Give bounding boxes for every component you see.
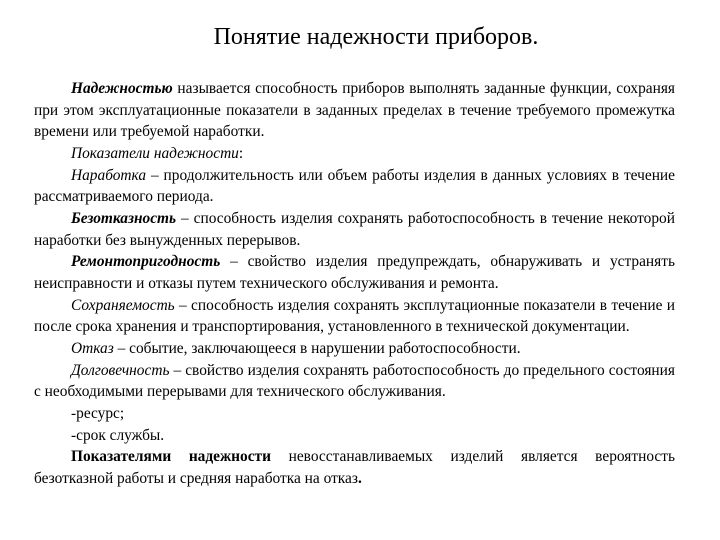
definition-failure-free: – способность изделия сохранять работоспособность в течение некоторой наработки без вынужденных перерывов. bbox=[34, 209, 675, 249]
paragraph-operating-time bbox=[34, 165, 675, 208]
paragraph-storability bbox=[34, 295, 675, 338]
definition-durability: – свойство изделия сохранять работоспособность до предельного состояния с необходимыми перерывами для технического обслуживания. bbox=[34, 361, 675, 401]
page-title-dot: . bbox=[532, 24, 539, 50]
definition-maintainability: – свойство изделия предупреждать, обнаруживать и устранять неисправности и отказы путем технического обслуживания и ремонта. bbox=[34, 253, 675, 292]
document-body bbox=[34, 78, 675, 489]
definition-storability: – способность изделия сохранять эксплутационные показатели в течение и после срока хранения и транспортирования, установленного в технической документации. bbox=[34, 296, 675, 336]
term-maintainability: Ремонтопригодность bbox=[71, 253, 221, 271]
page-title bbox=[0, 20, 720, 54]
term-durability: Долговечность bbox=[71, 361, 170, 379]
term-storability: Сохраняемость bbox=[71, 296, 175, 314]
paragraph-maintainability bbox=[34, 251, 675, 294]
definition-operating-time: – продолжительность или объем работы изделия в данных условиях в течение рассматриваемого периода. bbox=[34, 166, 675, 206]
definition-failure: – событие, заключающееся в нарушении работоспособности. bbox=[113, 339, 521, 357]
list-item-resource: -ресурс; bbox=[71, 404, 125, 422]
paragraph-reliability bbox=[34, 78, 675, 143]
term-failure: Отказ bbox=[71, 339, 114, 357]
term-indicators-summary: Показателями надежности bbox=[71, 448, 271, 466]
paragraph-failure bbox=[34, 338, 675, 360]
definition-reliability: называется способность приборов выполнять заданные функции, сохраняя при этом эксплуатационные показатели в заданных пределах в течение требуемого промежутка времени или требуемой наработки. bbox=[34, 80, 675, 141]
paragraph-reliability-indicators bbox=[34, 143, 675, 165]
definition-indicators-summary: невосстанавливаемых изделий является вероятность безотказной работы и средняя наработка на отказ bbox=[34, 448, 675, 487]
term-operating-time: Наработка bbox=[71, 166, 147, 184]
paragraph-indicators-summary bbox=[34, 446, 675, 489]
term-reliability: Надежностью bbox=[71, 80, 173, 97]
paragraph-failure-free bbox=[34, 208, 675, 251]
colon-reliability-indicators: : bbox=[238, 144, 244, 162]
final-period: . bbox=[357, 469, 362, 487]
paragraph-durability bbox=[34, 360, 675, 403]
page-title-text: Понятие надежности приборов bbox=[213, 24, 533, 50]
term-reliability-indicators: Показатели надежности bbox=[71, 144, 239, 162]
list-item-service-life: -срок службы. bbox=[71, 426, 165, 444]
term-failure-free: Безотказность bbox=[71, 209, 177, 227]
